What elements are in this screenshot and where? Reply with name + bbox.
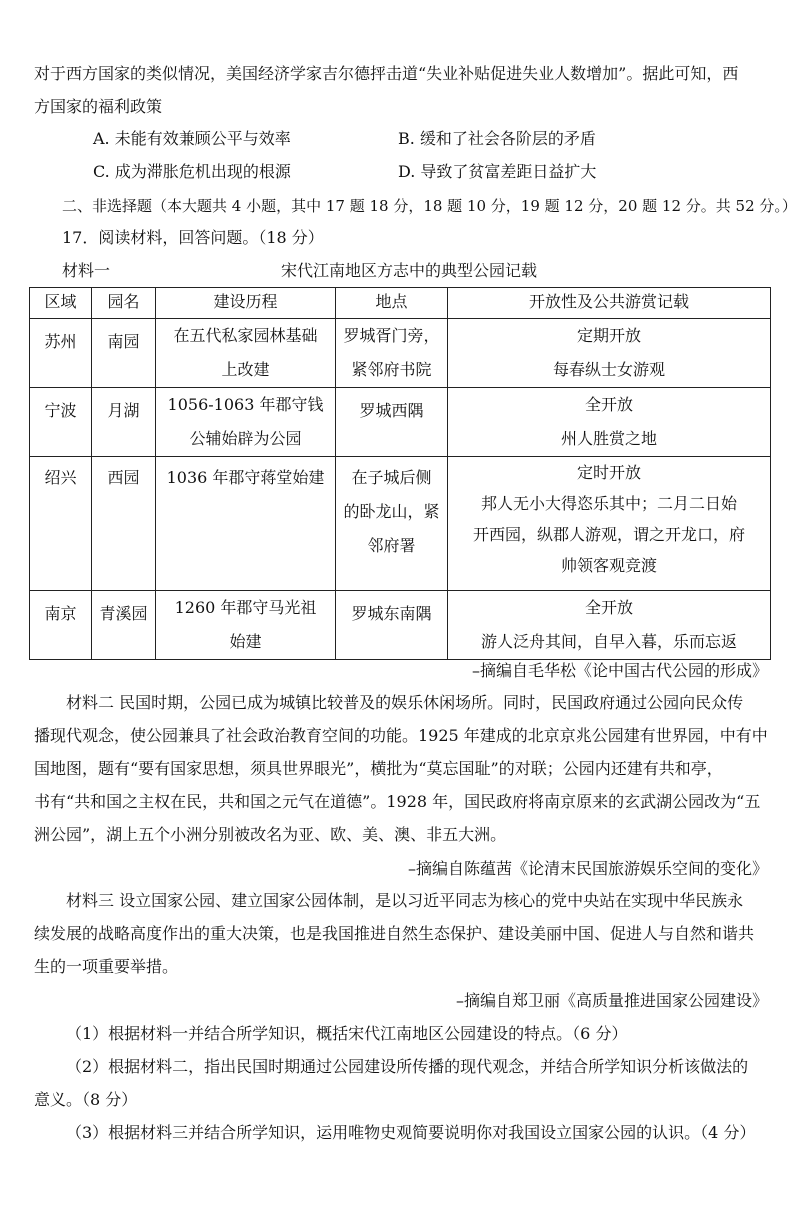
location-line: 紧邻府书院 — [351, 360, 432, 379]
option-b: B. 缓和了社会各阶层的矛盾 — [398, 129, 596, 148]
material-1-label: 材料一 — [62, 261, 111, 280]
openness-line: 开西园，纵郡人游观，谓之开龙口，府 — [472, 525, 745, 544]
material-3-line: 材料三 设立国家公园、建立国家公园体制，是以习近平同志为核心的党中央站在实现中华民族永 — [66, 891, 744, 910]
location-cell — [336, 457, 448, 591]
openness-line: 游人泛舟其间，自早入暮，乐而忘返 — [480, 632, 737, 651]
table-row — [30, 319, 771, 388]
material-2-line: 书有“共和国之主权在民，共和国之元气在道德”。1928 年，国民政府将南京原来的玄武湖公园改为“五 — [34, 792, 761, 811]
openness-line: 邦人无小大得恣乐其中；二月二日始 — [480, 494, 737, 513]
location-line: 的卧龙山，紧 — [343, 502, 440, 521]
location-line: 罗城西隅 — [359, 401, 424, 420]
option-a: A. 未能有效兼顾公平与效率 — [93, 129, 291, 148]
history-cell — [156, 457, 336, 591]
openness-line: 全开放 — [584, 395, 633, 414]
openness-line: 定期开放 — [576, 326, 641, 345]
region-cell: 绍兴 — [30, 457, 92, 591]
material-3-source: –摘编自郑卫丽《高质量推进国家公园建设》 — [455, 991, 768, 1010]
history-line: 上改建 — [221, 360, 270, 379]
material-3-line: 续发展的战略高度作出的重大决策，也是我国推进自然生态保护、建设美丽中国、促进人与自然和谐共 — [34, 924, 755, 943]
openness-cell — [448, 388, 771, 457]
table-header-cell: 地点 — [336, 288, 448, 319]
table-header-cell: 建设历程 — [156, 288, 336, 319]
openness-line: 全开放 — [584, 598, 633, 617]
openness-line: 帅领客观竞渡 — [560, 556, 657, 575]
park-name-cell: 西园 — [92, 457, 156, 591]
material-2-line: 洲公园”，湖上五个小洲分别被改名为亚、欧、美、澳、非五大洲。 — [34, 825, 507, 844]
material-2-source: –摘编自陈蕴茜《论清末民国旅游娱乐空间的变化》 — [407, 859, 768, 878]
region-cell: 南京 — [30, 591, 92, 660]
location-cell — [336, 388, 448, 457]
openness-line: 定时开放 — [576, 463, 641, 482]
history-cell — [156, 591, 336, 660]
openness-line: 每春纵士女游观 — [552, 360, 665, 379]
openness-line: 州人胜赏之地 — [560, 429, 657, 448]
sub-question-3: （3）根据材料三并结合所学知识，运用唯物史观简要说明你对我国设立国家公园的认识。（4 分） — [66, 1123, 756, 1142]
history-line: 1056-1063 年郡守钱 — [167, 395, 324, 414]
material-1-title: 宋代江南地区方志中的典型公园记载 — [281, 261, 538, 280]
material-2-line: 国地图，题有“要有国家思想，须具世界眼光”，横批为“莫忘国耻”的对联；公园内还建有共和亭， — [34, 759, 723, 778]
region-cell: 宁波 — [30, 388, 92, 457]
option-c: C. 成为滞胀危机出现的根源 — [93, 162, 291, 181]
table-header-cell: 开放性及公共游赏记载 — [448, 288, 771, 319]
table-header-cell: 园名 — [92, 288, 156, 319]
location-line: 罗城东南隅 — [351, 604, 432, 623]
table-row — [30, 388, 771, 457]
history-line: 在五代私家园林基础 — [173, 326, 318, 345]
park-name-cell: 南园 — [92, 319, 156, 388]
intro-line-2: 方国家的福利政策 — [34, 97, 163, 116]
park-name-cell: 青溪园 — [92, 591, 156, 660]
table-row — [30, 457, 771, 591]
openness-cell — [448, 591, 771, 660]
table-header-cell: 区域 — [30, 288, 92, 319]
parks-table — [29, 287, 771, 660]
table-row — [30, 591, 771, 660]
question-17-title: 17．阅读材料，回答问题。（18 分） — [62, 228, 324, 247]
region-cell: 苏州 — [30, 319, 92, 388]
location-line: 在子城后侧 — [351, 468, 432, 487]
openness-cell — [448, 457, 771, 591]
history-line: 公辅始辟为公园 — [189, 429, 302, 448]
intro-line-1: 对于西方国家的类似情况，美国经济学家吉尔德抨击道“失业补贴促进失业人数增加”。据此可知，西 — [34, 64, 739, 83]
location-cell — [336, 319, 448, 388]
location-cell — [336, 591, 448, 660]
location-line: 邻府署 — [367, 536, 416, 555]
material-2-line: 播现代观念，使公园兼具了社会政治教育空间的功能。1925 年建成的北京京兆公园建有世界园，中有中 — [34, 726, 768, 745]
option-d: D. 导致了贫富差距日益扩大 — [398, 162, 597, 181]
location-line: 罗城胥门旁， — [343, 326, 440, 345]
park-name-cell: 月湖 — [92, 388, 156, 457]
material-2-line: 材料二 民国时期，公园已成为城镇比较普及的娱乐休闲场所。同时，民国政府通过公园向民众传 — [66, 693, 744, 712]
material-1-source: –摘编自毛华松《论中国古代公园的形成》 — [471, 661, 768, 680]
openness-cell — [448, 319, 771, 388]
history-cell — [156, 388, 336, 457]
history-line: 1036 年郡守蒋堂始建 — [166, 468, 325, 487]
section-2-header: 二、非选择题（本大题共 4 小题，其中 17 题 18 分，18 题 10 分，19 题 12 分，20 题 12 分。共 52 分。） — [62, 197, 797, 215]
sub-question-1: （1）根据材料一并结合所学知识，概括宋代江南地区公园建设的特点。（6 分） — [66, 1024, 628, 1043]
sub-question-2-line-1: （2）根据材料二，指出民国时期通过公园建设所传播的现代观念，并结合所学知识分析该做法的 — [66, 1057, 749, 1076]
sub-question-2-line-2: 意义。（8 分） — [34, 1090, 138, 1109]
history-line: 1260 年郡守马光祖 — [174, 598, 317, 617]
material-3-line: 生的一项重要举措。 — [34, 957, 179, 976]
table-header-row — [30, 288, 771, 319]
history-line: 始建 — [229, 632, 262, 651]
history-cell — [156, 319, 336, 388]
